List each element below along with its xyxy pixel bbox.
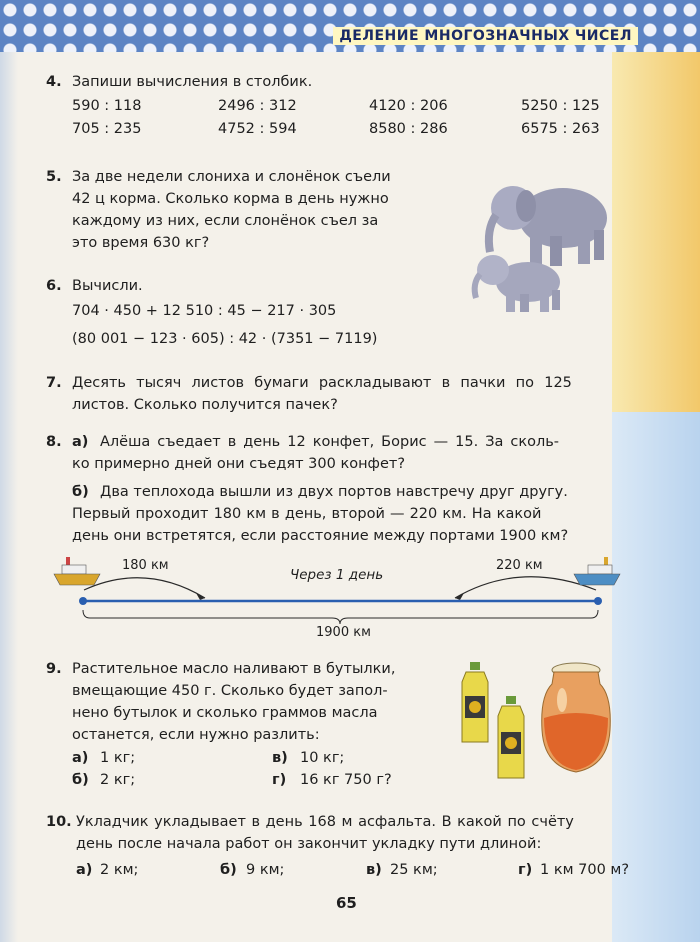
oil-bottles-illustration [458, 660, 543, 780]
task9-line: останется, если нужно разлить: [72, 727, 320, 743]
task9-option: 10 кг; [300, 750, 345, 766]
task8-a-line: ко примерно дней они съедят 300 конфет? [72, 456, 406, 472]
task7-line: Десять тысяч листов бумаги раскладывают в пачки по 125 [72, 375, 572, 391]
task4-expr: 4120 : 206 [369, 98, 448, 114]
task4-expr: 4752 : 594 [218, 121, 297, 137]
task7-line: листов. Сколько получится пачек? [72, 397, 338, 413]
task5-line: каждому из них, если слонёнок съел за [72, 213, 379, 229]
task6-number: 6. [46, 278, 62, 294]
task10-line: Укладчик укладывает в день 168 м асфальта. В какой по счёту [76, 814, 574, 830]
task10-option-label: а) [76, 862, 93, 878]
elephants-illustration [468, 170, 618, 315]
task4-expr: 590 : 118 [72, 98, 142, 114]
task6-expression-2: (80 001 − 123 · 605) : 42 · (7351 − 7119) [72, 331, 378, 347]
task9-line: Растительное масло наливают в бутылки, [72, 661, 396, 677]
task6-expression-1: 704 · 450 + 12 510 : 45 − 217 · 305 [72, 303, 337, 319]
task5-line: За две недели слониха и слонёнок съели [72, 169, 391, 185]
task10-option-label: б) [220, 862, 237, 878]
total-distance-label: 1900 км [316, 625, 371, 640]
task9-line: вмещающие 450 г. Сколько будет запол- [72, 683, 388, 699]
task10-option: 9 км; [246, 862, 285, 878]
task4-text: Запиши вычисления в столбик. [72, 74, 313, 90]
task10-line: день после начала работ он закончит укладку пути длиной: [76, 836, 542, 852]
task9-option: 16 кг 750 г? [300, 772, 392, 788]
oil-jar-illustration [540, 660, 612, 778]
task8-a-line: Алёша съедает в день 12 конфет, Борис — 15. За сколь- [100, 434, 560, 450]
task4-expr: 705 : 235 [72, 121, 142, 137]
task9-option-label: б) [72, 772, 89, 788]
task10-option: 1 км 700 м? [540, 862, 630, 878]
task4-expr: 8580 : 286 [369, 121, 448, 137]
task9-line: нено бутылок и сколько граммов масла [72, 705, 378, 721]
task8-b-line: Первый проходит 180 км в день, второй — 220 км. На какой [72, 506, 542, 522]
page-gutter [0, 52, 18, 942]
task9-option-label: в) [272, 750, 288, 766]
left-speed-label: 180 км [122, 558, 169, 573]
ship-left-icon [52, 555, 102, 589]
chapter-title: ДЕЛЕНИЕ МНОГОЗНАЧНЫХ ЧИСЕЛ [333, 27, 638, 45]
task8-number: 8. [46, 434, 62, 450]
task9-option: 2 кг; [100, 772, 136, 788]
task5-line: это время 630 кг? [72, 235, 210, 251]
margin-decoration-yellow [612, 52, 700, 412]
task8-b-line: день они встретятся, если расстояние между портами 1900 км? [72, 528, 569, 544]
task7-number: 7. [46, 375, 62, 391]
task8-a-label: а) [72, 434, 89, 450]
task9-option-label: а) [72, 750, 89, 766]
task9-option: 1 кг; [100, 750, 136, 766]
task5-number: 5. [46, 169, 62, 185]
task9-option-label: г) [272, 772, 287, 788]
task10-option-label: г) [518, 862, 533, 878]
task10-option-label: в) [366, 862, 382, 878]
task6-text: Вычисли. [72, 278, 143, 294]
time-label: Через 1 день [290, 567, 384, 583]
task4-expr: 5250 : 125 [521, 98, 600, 114]
task8-b-line: Два теплохода вышли из двух портов навстречу друг другу. [100, 484, 568, 500]
task10-number: 10. [46, 814, 72, 830]
right-speed-label: 220 км [496, 558, 543, 573]
task4-expr: 6575 : 263 [521, 121, 600, 137]
task9-number: 9. [46, 661, 62, 677]
page-number: 65 [336, 894, 357, 912]
task10-option: 2 км; [100, 862, 139, 878]
task10-option: 25 км; [390, 862, 438, 878]
task4-expr: 2496 : 312 [218, 98, 297, 114]
task8-b-label: б) [72, 484, 89, 500]
ship-right-icon [572, 555, 622, 589]
task5-line: 42 ц корма. Сколько корма в день нужно [72, 191, 389, 207]
task4-number: 4. [46, 74, 62, 90]
